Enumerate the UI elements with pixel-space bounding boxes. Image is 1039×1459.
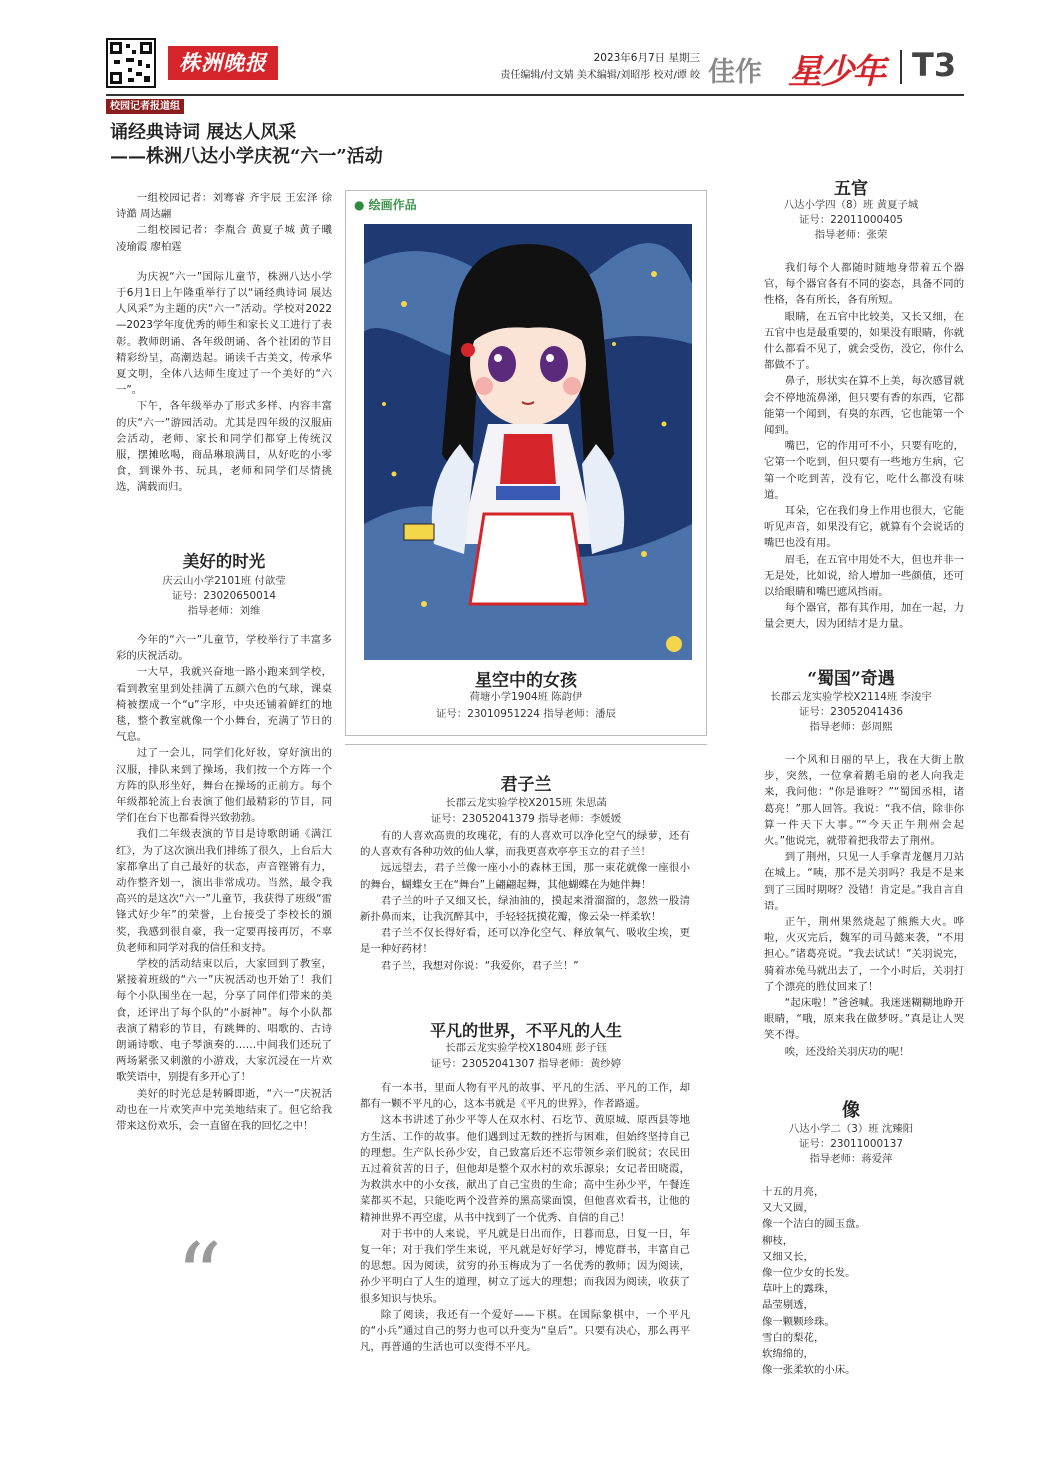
byline-cert: 证号：23052041379 指导老师：李媛媛 xyxy=(430,813,622,825)
poem-line: 像一个洁白的圆玉盘。 xyxy=(762,1218,866,1231)
byline-teacher: 指导老师：彭周熙 xyxy=(809,721,893,733)
paragraph: 正午，荆州果然烧起了熊熊大火。哗啦，火灭完后，魏军的司马懿来袭，“不用担心。”诸葛亮说。“我去试试！”关羽说完，骑着赤兔马就出去了，一个小时后，关羽打了个漂亮的胜仗回来了！ xyxy=(764,916,964,993)
poem-line: 像一位少女的长发。 xyxy=(762,1267,856,1280)
poem-line: 雪白的梨花， xyxy=(762,1331,825,1344)
newspaper-logo: 株洲晚报 xyxy=(168,46,278,80)
article-title: 平凡的世界，不平凡的人生 xyxy=(429,1021,622,1040)
byline-cert: 证号：23052041307 指导老师：黄纱婷 xyxy=(430,1058,622,1070)
byline-teacher: 指导老师：张荣 xyxy=(814,229,888,241)
byline xyxy=(745,198,957,243)
quote-mark-icon: “ xyxy=(176,1224,223,1329)
byline-cert: 证号：23020650014 xyxy=(172,590,276,602)
paragraph: 美好的时光总是转瞬即逝，“六一”庆祝活动也在一片欢笑声中完美地结束了。但它给我带来这份欢乐，会一直留在我的回忆之中！ xyxy=(116,1087,332,1133)
headline-sub: ——株洲八达小学庆祝“六一”活动 xyxy=(110,146,383,167)
poem-line: 十五的月亮， xyxy=(762,1186,825,1198)
poem-title: 像 xyxy=(842,1100,860,1121)
paragraph: 有的人喜欢高贵的玫瑰花，有的人喜欢可以净化空气的绿萝，还有的人喜欢有各种功效的仙人掌，而我更喜欢亭亭玉立的君子兰！ xyxy=(360,830,690,859)
paragraph: 这本书讲述了孙少平等人在双水村、石圪节、黄原城、原西县等地方生活、工作的故事。他们遇到过无数的挫折与困难，但始终坚持自己的理想。生产队长孙少安，自己致富后还不忘带领乡亲们脱贫；农民田五过着贫苦的日子，但他却是整个双水村的欢乐源泉；女记者田晓霞，为救洪水中的小女孩，献出了自己宝贵的生命；高中生孙少平，午餐连菜都买不起，只能吃两个没营养的黑高粱面馍，但他喜欢看书，让他的精神世界不再空虚，从书中找到了一个优秀、自信的自己！ xyxy=(360,1114,690,1224)
byline-school: 庆云山小学2101班 付歆莹 xyxy=(162,575,286,587)
poem-line: 柳枝， xyxy=(762,1234,794,1247)
paragraph: 一个风和日丽的早上，我在大街上散步，突然，一位拿着鹅毛扇的老人向我走来，我问他：“你是谁呀？”“蜀国丞相，诸葛亮！”那人回答。我说：“我不信，除非你算一件天下大事。”“今天正午荆州会起火。”他说完，就带着把我带去了荆州。 xyxy=(764,754,964,848)
brand-title: 星少年 xyxy=(788,52,884,92)
poem-line: 像一张柔软的小床。 xyxy=(762,1364,856,1377)
paragraph: 一大早，我就兴奋地一路小跑来到学校，看到教室里到处挂满了五颜六色的气球，课桌椅被摆成一个“u”字形，中央还铺着鲜红的地毯，整个教室就像一个小舞台，充满了节日的气息。 xyxy=(116,666,332,744)
art-title: 星空中的女孩 xyxy=(475,671,577,691)
paragraph: 对于书中的人来说，平凡就是日出而作，日暮而息，日复一日，年复一年；对于我们学生来说，平凡就是好好学习，博览群书，丰富自己的思想。因为阅读，贫穷的孙玉梅成为了一名优秀的教师；因为阅读，孙少平明白了人生的道理，树立了远大的理想；而我因为阅读，收获了很多知识与快乐。 xyxy=(360,1227,690,1305)
paragraph: 有一本书，里面人物有平凡的故事、平凡的生活、平凡的工作，却都有一颗不平凡的心，这本书就是《平凡的世界》，作者路遥。 xyxy=(360,1082,690,1111)
article-title: 君子兰 xyxy=(500,775,552,795)
article-body xyxy=(360,828,690,974)
article-body xyxy=(360,1080,690,1355)
paragraph: 二组校园记者：李胤合 黄夏子城 黄子曦 凌瑜霞 廖柏霆 xyxy=(116,224,332,253)
headline-main: 诵经典诗词 展达人风采 xyxy=(110,122,297,143)
girl-painting xyxy=(364,224,692,660)
paragraph: 到了荆州，只见一人手拿青龙偃月刀站在城上。“咦，那不是关羽吗？我是不是来到了三国时期呀？没错！肯定是。”我自言自语。 xyxy=(764,851,964,912)
header-divider xyxy=(900,50,902,84)
paragraph: 下午，各年级举办了形式多样、内容丰富的庆“六一”游园活动。尤其是四年级的汉服庙会活动，老师、家长和同学们都穿上传统汉服，摆摊吆喝，商品琳琅满目，从好吃的小零食，到课外书、玩具，老师和同学们尽情挑选，满载而归。 xyxy=(116,400,332,494)
paragraph: 君子兰不仅长得好看，还可以净化空气、释放氧气、吸收尘埃，更是一种好药材！ xyxy=(360,927,690,956)
reporter-tag: 校园记者报道组 xyxy=(106,99,184,114)
byline-school: 长郡云龙实验学校X2114班 李浚宇 xyxy=(770,691,932,703)
article-title: 美好的时光 xyxy=(182,552,266,571)
lead-article-body xyxy=(116,190,332,496)
poem-line: 又大又圆， xyxy=(762,1202,814,1215)
header-rule xyxy=(106,94,964,96)
page-number: T3 xyxy=(912,46,957,84)
byline-school: 八达小学二（3）班 沈臻阳 xyxy=(788,1123,914,1135)
paragraph: 除了阅读，我还有一个爱好——下棋。在国际象棋中，一个平凡的“小兵”通过自己的努力也可以升变为“皇后”。只要有决心，那么再平凡，再普通的生活也可以变得不平凡。 xyxy=(360,1308,690,1354)
paragraph: 我们二年级表演的节目是诗歌朗诵《满江红》，为了这次演出我们排练了很久，上台后大家都拿出了自己最好的状态，声音铿锵有力，动作整齐划一，演出非常成功。当然，最令我高兴的是这次“六一”儿童节，我获得了班级“雷锋式好少年”的荣誉，上台接受了李校长的颁奖，我感到很自豪，我一定要再接再厉，不辜负老师和同学对我的信任和支持。 xyxy=(116,828,332,954)
byline xyxy=(745,690,957,735)
byline-cert: 证号：23011000137 xyxy=(799,1138,903,1150)
paragraph: 唉，还没给关羽庆功的呢！ xyxy=(784,1045,910,1058)
article-title: “蜀国”奇遇 xyxy=(807,669,895,689)
paragraph: 一组校园记者：刘骞睿 齐宇辰 王宏泽 徐诗澔 周达翮 xyxy=(116,192,332,221)
paragraph: “起床啦！”爸爸喊。我迷迷糊糊地睁开眼睛，“哦，原来我在做梦呀。”真是让人哭笑不得。 xyxy=(764,997,964,1042)
paragraph: 耳朵，它在我们身上作用也很大，它能听见声音，如果没有它，就算有个会说话的嘴巴也没有用。 xyxy=(764,505,964,550)
paragraph: 眼睛，在五官中比较美，又长又细，在五官中也是最重要的，如果没有眼睛，你就什么都看不见了，就会受伤，没它，你什么都做不了。 xyxy=(764,310,964,372)
byline-school: 长郡云龙实验学校X2015班 朱思菡 xyxy=(445,797,607,809)
byline-school: 长郡云龙实验学校X1804班 彭子钰 xyxy=(445,1042,607,1054)
poem-line: 软绵绵的， xyxy=(762,1348,814,1361)
paragraph: 学校的活动结束以后，大家回到了教室，紧接着班级的“六一”庆祝活动也开始了！我们每个小队围坐在一起，分享了同伴们带来的美食，还评出了每个队的“小厨神”。每个小队都表演了精彩的节目，有跳舞的、唱歌的、古诗朗诵诗歌、电子琴演奏的……中间我们还玩了两场紧张又刺激的小游戏，大家沉浸在一片欢歌笑语中，别提有多开心了！ xyxy=(116,958,332,1084)
paragraph: 我们每个人都随时随地身带着五个器官，每个器官各有不同的姿态，具备不同的性格，各有所长，各有所短。 xyxy=(764,262,964,307)
poem-line: 晶莹剔透， xyxy=(762,1299,814,1312)
poem-line: 草叶上的露珠， xyxy=(762,1283,835,1296)
paragraph: 过了一会儿，同学们化好妆，穿好演出的汉服，排队来到了操场，我们按一个方阵一个方阵的队形坐好，舞台在操场的正前方。每个年级都轮流上台表演了他们最精彩的节目，同学们在台下也都看得兴致勃勃。 xyxy=(116,747,332,825)
art-label-text: 绘画作品 xyxy=(368,198,417,212)
section-name: 佳作 xyxy=(708,57,762,88)
article-body xyxy=(764,752,964,1060)
issue-date: 2023年6月7日 星期三 xyxy=(593,52,700,64)
paragraph: 嘴巴，它的作用可不小，只要有吃的，它第一个吃到，但只要有一些地方生病，它第一个吃到苦，没有它，吃什么都没有味道。 xyxy=(764,440,964,501)
paragraph: 为庆祝“六一”国际儿童节，株洲八达小学于6月1日上午隆重举行了以“诵经典诗词 展达人风采”为主题的庆“六一”活动。学校对2022—2023学年度优秀的师生和家长义工进行了表彰。教师朗诵、各年级朗诵、各个社团的节目精彩纷呈，高潮迭起。诵读千古美文，传承华夏文明，全体八达师生度过了一个美好的“六一”。 xyxy=(116,270,332,397)
paragraph: 远远望去，君子兰像一座小小的森林王国，那一束花就像一座很小的舞台，蝴蝶女王在“舞台”上翩翩起舞，其他蝴蝶在为她伴舞！ xyxy=(360,862,690,891)
byline-school: 八达小学四（8）班 黄夏子城 xyxy=(783,199,919,211)
byline-cert: 证号：22011000405 xyxy=(799,214,903,226)
byline-cert: 证号：23052041436 xyxy=(799,706,903,718)
poem-line: 像一颗颗珍珠。 xyxy=(762,1315,835,1328)
paragraph: 眉毛，在五官中用处不大，但也并非一无是处，比如说，给人增加一些颜值，还可以给眼睛和嘴巴遮风挡雨。 xyxy=(764,553,964,599)
paragraph: 今年的“六一”儿童节，学校举行了丰富多彩的庆祝活动。 xyxy=(116,634,332,663)
poem-line: 又细又长， xyxy=(762,1250,814,1263)
poem-body xyxy=(762,1184,962,1378)
byline xyxy=(745,1122,957,1167)
byline-teacher: 指导老师：蒋爱萍 xyxy=(809,1153,893,1165)
byline-teacher: 指导老师：刘维 xyxy=(187,605,261,617)
byline xyxy=(116,574,332,619)
paragraph: 每个器官，都有其作用，加在一起，力量会更大，因为团结才是力量。 xyxy=(764,602,964,631)
paragraph: 鼻子，形状实在算不上美，每次感冒就会不停地流鼻涕，但只要有香的东西，它都能第一个闻到，有臭的东西，它也能第一个闻到。 xyxy=(764,375,964,437)
article-body xyxy=(116,632,332,1134)
art-byline-cert: 证号：23010951224 指导老师：潘辰 xyxy=(436,708,616,720)
editors-line: 责任编辑/付文婧 美术编辑/刘昭彤 校对/谭 皎 xyxy=(500,70,700,81)
article-title: 五官 xyxy=(834,179,868,199)
paragraph: 君子兰的叶子又细又长，绿油油的，摸起来滑溜溜的，忽然一股清新扑鼻而来，让我沉醉其中，手轻轻抚摸花瓣，像云朵一样柔软！ xyxy=(360,894,690,924)
paragraph: 君子兰，我想对你说：“我爱你，君子兰！” xyxy=(380,959,579,972)
article-body xyxy=(764,260,964,633)
qr-code xyxy=(106,38,156,88)
art-section-label: ● 绘画作品 xyxy=(354,198,417,212)
art-byline-school: 荷塘小学1904班 陈韵伊 xyxy=(469,691,583,703)
